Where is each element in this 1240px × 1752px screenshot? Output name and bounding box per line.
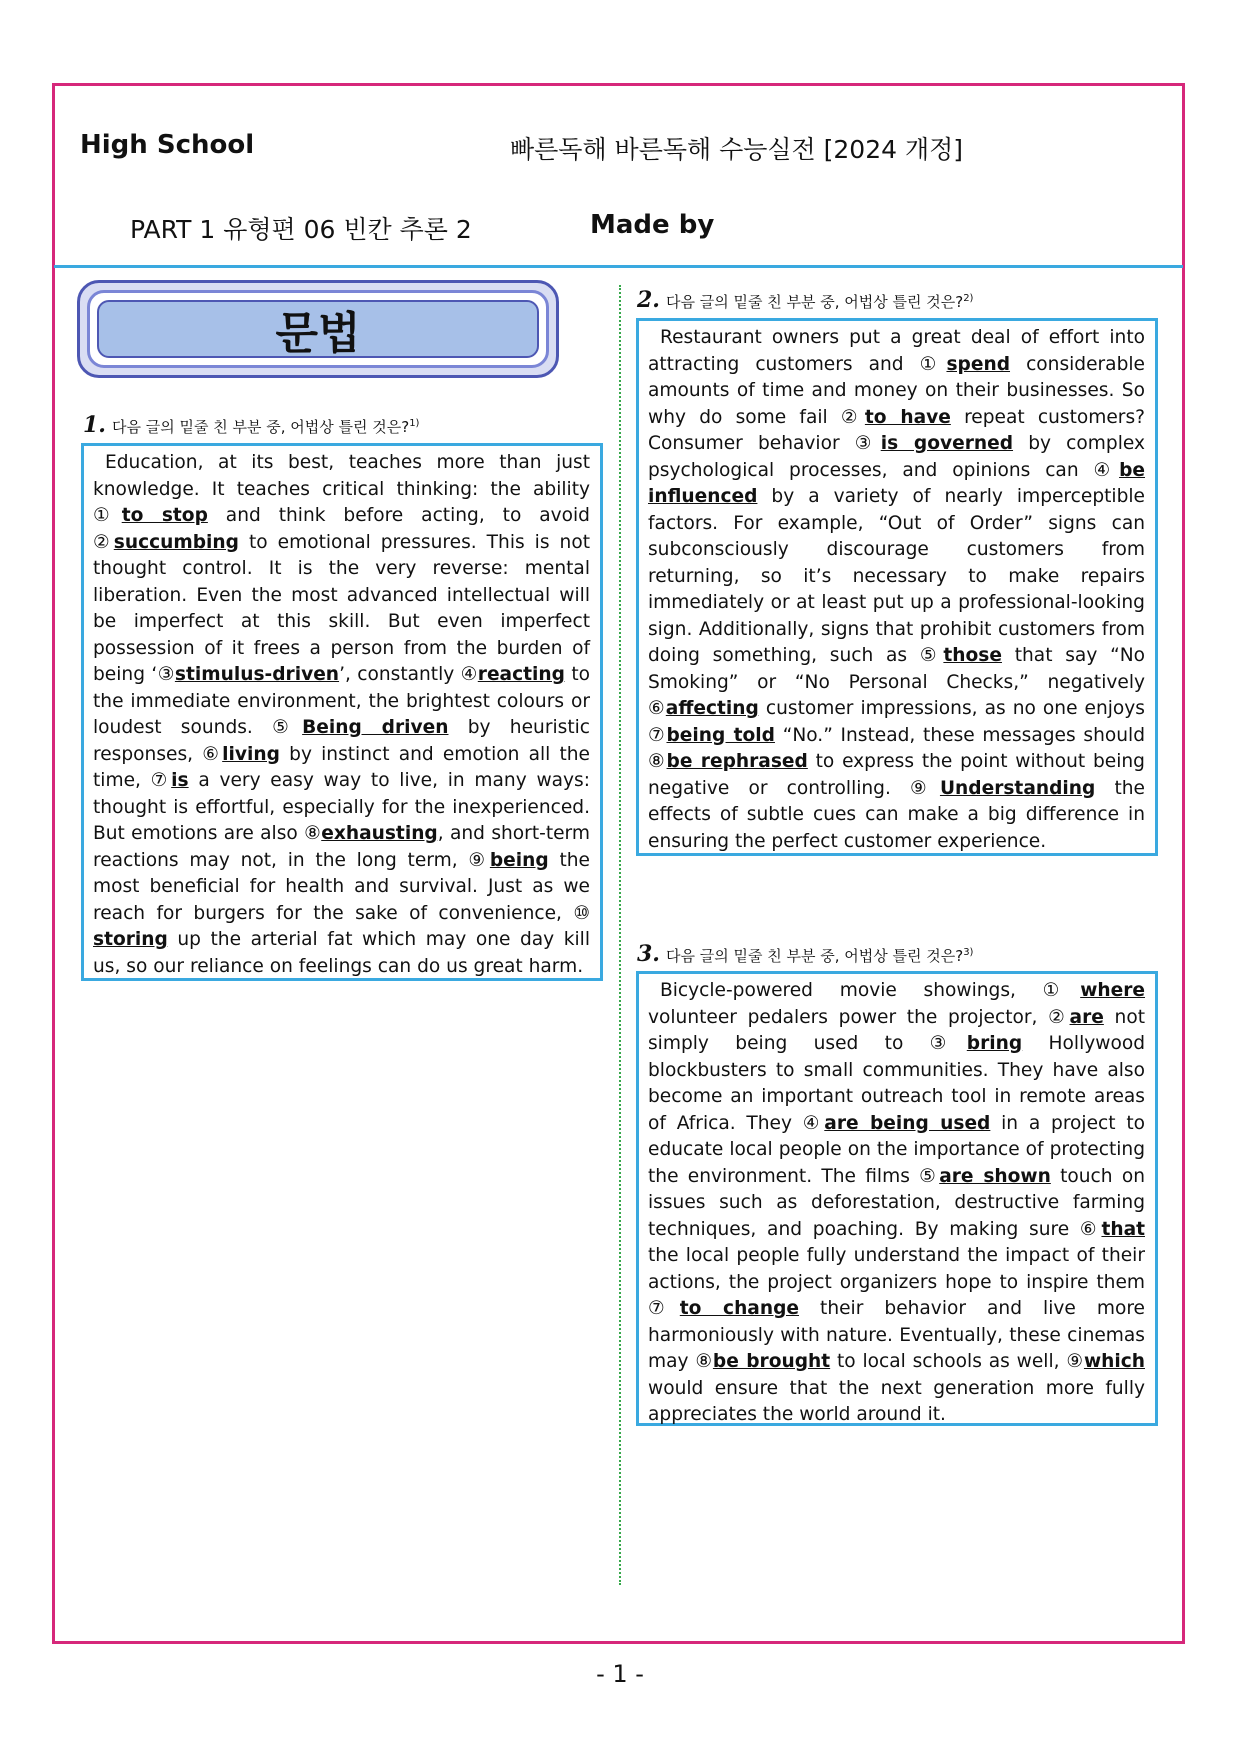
question-3-label — [637, 941, 973, 967]
passage-segment: a very easy way to live, in many ways: thought is effortful, especially for the inexperienced. But emotions are also ⑧ — [93, 770, 591, 844]
passage-segment: to the immediate environment, the brightest colours or loudest sounds. ⑤ — [93, 664, 590, 738]
question-number: 1. — [83, 412, 106, 438]
underlined-choice: affecting — [665, 698, 759, 719]
passage-segment: by heuristic responses, ⑥ — [93, 717, 590, 765]
passage-segment: not simply being used to ③ — [648, 1006, 1145, 1054]
footnote-marker: 1) — [409, 418, 420, 429]
question-2-passage — [636, 318, 1158, 856]
underlined-choice: Being driven — [302, 717, 449, 738]
underlined-choice: stimulus-driven — [174, 664, 340, 685]
page-number: - 1 - — [596, 1660, 644, 1688]
column-divider — [619, 285, 621, 1585]
section-badge — [77, 280, 559, 378]
underlined-choice: which — [1083, 1351, 1145, 1372]
passage-text — [648, 325, 1145, 855]
underlined-choice: to have — [864, 406, 951, 428]
underlined-choice: is governed — [880, 433, 1014, 454]
underlined-choice: be brought — [712, 1351, 831, 1372]
passage-segment: to express the point without being negative or controlling. ⑨ — [648, 751, 1145, 799]
question-1-passage — [81, 443, 603, 981]
passage-segment: their behavior and live more harmoniously with nature. Eventually, these cinemas may ⑧ — [648, 1298, 1145, 1372]
underlined-choice: spend — [946, 353, 1011, 375]
question-2-label — [637, 287, 973, 313]
underlined-choice: be influenced — [648, 459, 1145, 507]
underlined-choice: bring — [966, 1033, 1023, 1054]
passage-segment: , and short-term reactions may not, in the long term, ⑨ — [93, 823, 590, 871]
underlined-choice: storing — [93, 929, 168, 950]
underlined-choice: reacting — [477, 664, 565, 685]
underlined-choice: those — [943, 645, 1002, 666]
passage-segment: repeat customers? Consumer behavior ③ — [648, 406, 1146, 454]
underlined-choice: succumbing — [113, 531, 239, 553]
question-number: 3. — [637, 941, 660, 967]
underlined-choice: being — [489, 849, 549, 871]
underlined-choice: living — [222, 743, 280, 765]
underlined-choice: is — [171, 770, 189, 791]
question-prompt: 다음 글의 밑줄 친 부분 중, 어법상 틀린 것은? — [111, 418, 410, 436]
underlined-choice: to stop — [121, 505, 208, 526]
passage-segment: Restaurant owners put a great deal of effort into attracting customers and ① — [648, 327, 1145, 375]
passage-segment: “No.” Instead, these messages should ⑧ — [648, 724, 1145, 772]
question-prompt: 다음 글의 밑줄 친 부분 중, 어법상 틀린 것은? — [665, 947, 964, 965]
passage-text — [648, 978, 1145, 1429]
underlined-choice: being told — [666, 724, 775, 746]
passage-segment: up the arterial fat which may one day kill us, so our reliance on feelings can do us great harm. — [93, 929, 590, 977]
passage-segment: to local schools as well, ⑨ — [830, 1351, 1084, 1372]
question-3-passage — [636, 971, 1158, 1426]
header-book-title: 빠른독해 바른독해 수능실전 [2024 개정] — [510, 135, 964, 164]
underlined-choice: are shown — [939, 1165, 1051, 1187]
header-divider — [54, 265, 1183, 268]
underlined-choice: that — [1101, 1218, 1145, 1240]
question-1-label — [83, 412, 419, 438]
passage-segment: that say “No Smoking” or “No Personal Checks,” negatively ⑥ — [648, 645, 1145, 719]
passage-segment: volunteer pedalers power the projector, ② — [648, 1006, 1070, 1028]
section-badge-label: 문법 — [97, 300, 539, 358]
passage-segment: touch on issues such as deforestation, destructive farming techniques, and poaching. By making sure ⑥ — [648, 1165, 1145, 1240]
footnote-marker: 2) — [963, 293, 974, 304]
passage-segment: to emotional pressures. This is not thought control. It is the very reverse: mental liberation. Even the most advanced intellectual will be imperfect at this skill. But even imperfect possession of it frees a person from the burden of being ‘③ — [93, 531, 590, 685]
section-badge-frame — [87, 290, 549, 368]
passage-segment: ’, constantly ④ — [339, 664, 478, 685]
passage-segment: Education, at its best, teaches more than just knowledge. It teaches critical thinking: the ability ① — [93, 452, 590, 526]
passage-segment: Bicycle-powered movie showings, ① — [660, 980, 1081, 1001]
passage-segment: considerable amounts of time and money on their businesses. So why do some fail ② — [648, 353, 1145, 428]
passage-segment: by complex psychological processes, and opinions can ④ — [648, 433, 1145, 481]
question-number: 2. — [637, 287, 660, 313]
passage-segment: by a variety of nearly imperceptible factors. For example, “Out of Order” signs can subconsciously discourage customers from returning, so it’s necessary to make repairs immediately or at least put up a professional-looking sign. Additionally, signs that prohibit customers from doing something, such as ⑤ — [648, 486, 1145, 666]
passage-segment: would ensure that the next generation more fully appreciates the world around it. — [648, 1377, 1145, 1425]
passage-text — [93, 450, 590, 980]
passage-segment: the effects of subtle cues can make a big difference in ensuring the perfect customer experience. — [648, 777, 1145, 852]
header-made-by: Made by — [590, 210, 715, 240]
underlined-choice: are being used — [824, 1112, 991, 1134]
underlined-choice: Understanding — [939, 777, 1096, 799]
header-part: PART 1 유형편 06 빈칸 추론 2 — [130, 215, 472, 244]
header-school: High School — [80, 130, 255, 160]
passage-segment: customer impressions, as no one enjoys ⑦ — [648, 698, 1145, 746]
underlined-choice: are — [1069, 1006, 1104, 1028]
passage-segment: Hollywood blockbusters to small communities. They have also become an important outreach tool in remote areas of Africa. They ④ — [648, 1033, 1146, 1134]
underlined-choice: to change — [679, 1298, 800, 1319]
passage-segment: and think before acting, to avoid ② — [93, 505, 590, 553]
footnote-marker: 3) — [963, 947, 974, 958]
question-prompt: 다음 글의 밑줄 친 부분 중, 어법상 틀린 것은? — [665, 293, 964, 311]
underlined-choice: where — [1080, 980, 1145, 1001]
underlined-choice: exhausting — [321, 823, 438, 844]
passage-segment: the local people fully understand the impact of their actions, the project organizers hope to inspire them ⑦ — [648, 1245, 1145, 1319]
passage-segment: the most beneficial for health and survival. Just as we reach for burgers for the sake of convenience, ⑩ — [93, 849, 590, 924]
passage-segment: in a project to educate local people on the importance of protecting the environment. The films ⑤ — [648, 1112, 1145, 1187]
underlined-choice: be rephrased — [666, 751, 808, 772]
passage-segment: by instinct and emotion all the time, ⑦ — [93, 743, 590, 791]
